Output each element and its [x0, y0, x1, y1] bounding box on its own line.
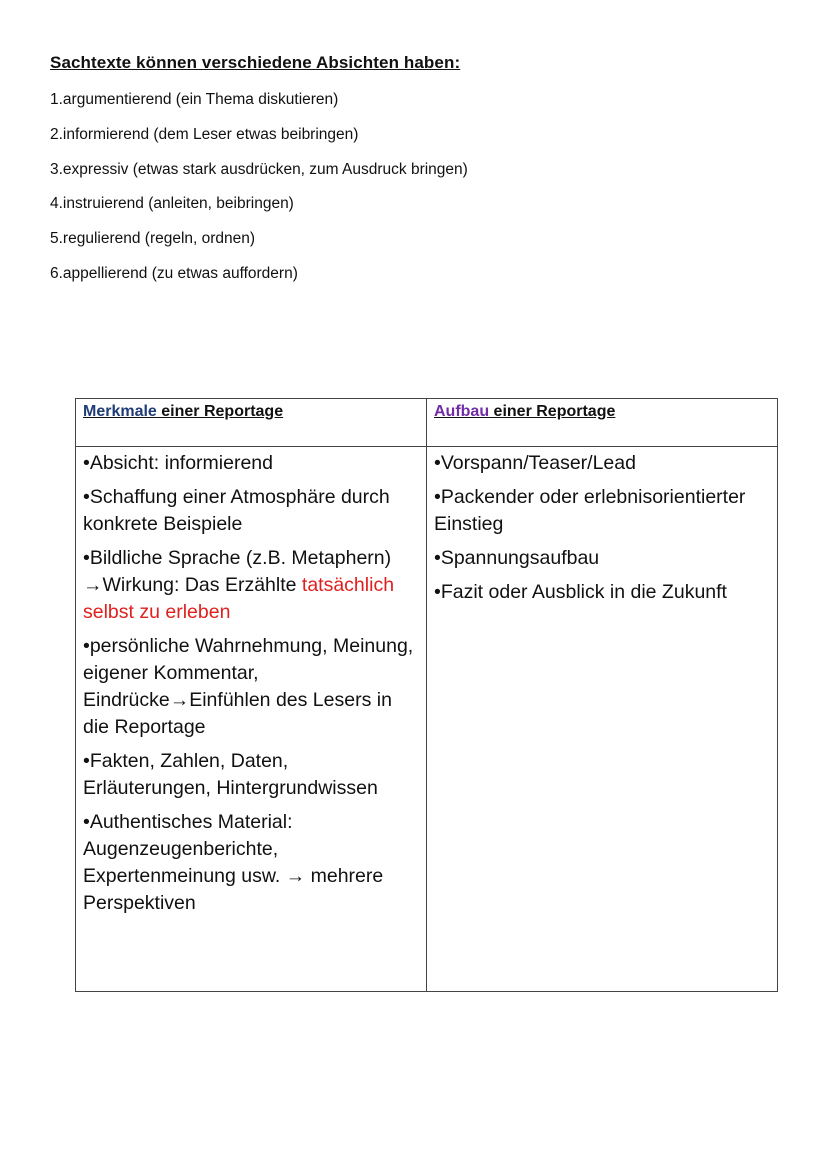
aufbau-item: •Vorspann/Teaser/Lead [434, 452, 636, 474]
merkmal-item: •persönliche Wahrnehmung, Meinung, eigener Kommentar, Eindrücke→Einfühlen des Lesers in die Reportage [83, 635, 414, 738]
merkmale-list [76, 447, 427, 991]
intention-item: 6.appellierend (zu etwas auffordern) [50, 264, 298, 282]
merkmal-item: •Fakten, Zahlen, Daten, Erläuterungen, Hintergrundwissen [83, 750, 378, 799]
aufbau-list [427, 447, 777, 991]
aufbau-item: •Packender oder erlebnisorientierter Einstieg [434, 486, 746, 535]
merkmale-keyword: Merkmale [83, 403, 157, 420]
intention-item: 3.expressiv (etwas stark ausdrücken, zum Ausdruck bringen) [50, 160, 468, 178]
intention-item: 4.instruierend (anleiten, beibringen) [50, 195, 294, 213]
merkmal-item: •Absicht: informierend [83, 452, 273, 474]
merkmal-highlight: tatsächlich selbst zu erleben [83, 574, 395, 623]
aufbau-item: •Spannungsaufbau [434, 547, 600, 569]
intention-item: 1.argumentierend (ein Thema diskutieren) [50, 91, 339, 108]
intention-item: 2.informierend (dem Leser etwas beibringen) [50, 125, 359, 143]
aufbau-keyword: Aufbau [434, 403, 490, 420]
page-heading: Sachtexte können verschiedene Absichten haben: [50, 53, 461, 72]
intention-item: 5.regulierend (regeln, ordnen) [50, 230, 256, 248]
intentions-list [50, 90, 468, 299]
merkmal-item: •Authentisches Material: Augenzeugenberichte, Expertenmeinung usw. → mehrere Perspektiven [83, 811, 384, 914]
aufbau-header [427, 399, 777, 447]
aufbau-item: •Fazit oder Ausblick in die Zukunft [434, 581, 727, 603]
aufbau-header-rest: einer Reportage [489, 403, 616, 420]
merkmale-header [76, 399, 427, 447]
merkmale-header-rest: einer Reportage [156, 403, 284, 420]
reportage-table [75, 398, 778, 992]
merkmal-item-text: •Bildliche Sprache (z.B. Metaphern) →Wirkung: Das Erzählte [83, 547, 392, 596]
merkmal-item: •Schaffung einer Atmosphäre durch konkrete Beispiele [83, 486, 390, 535]
merkmal-item [83, 545, 419, 626]
